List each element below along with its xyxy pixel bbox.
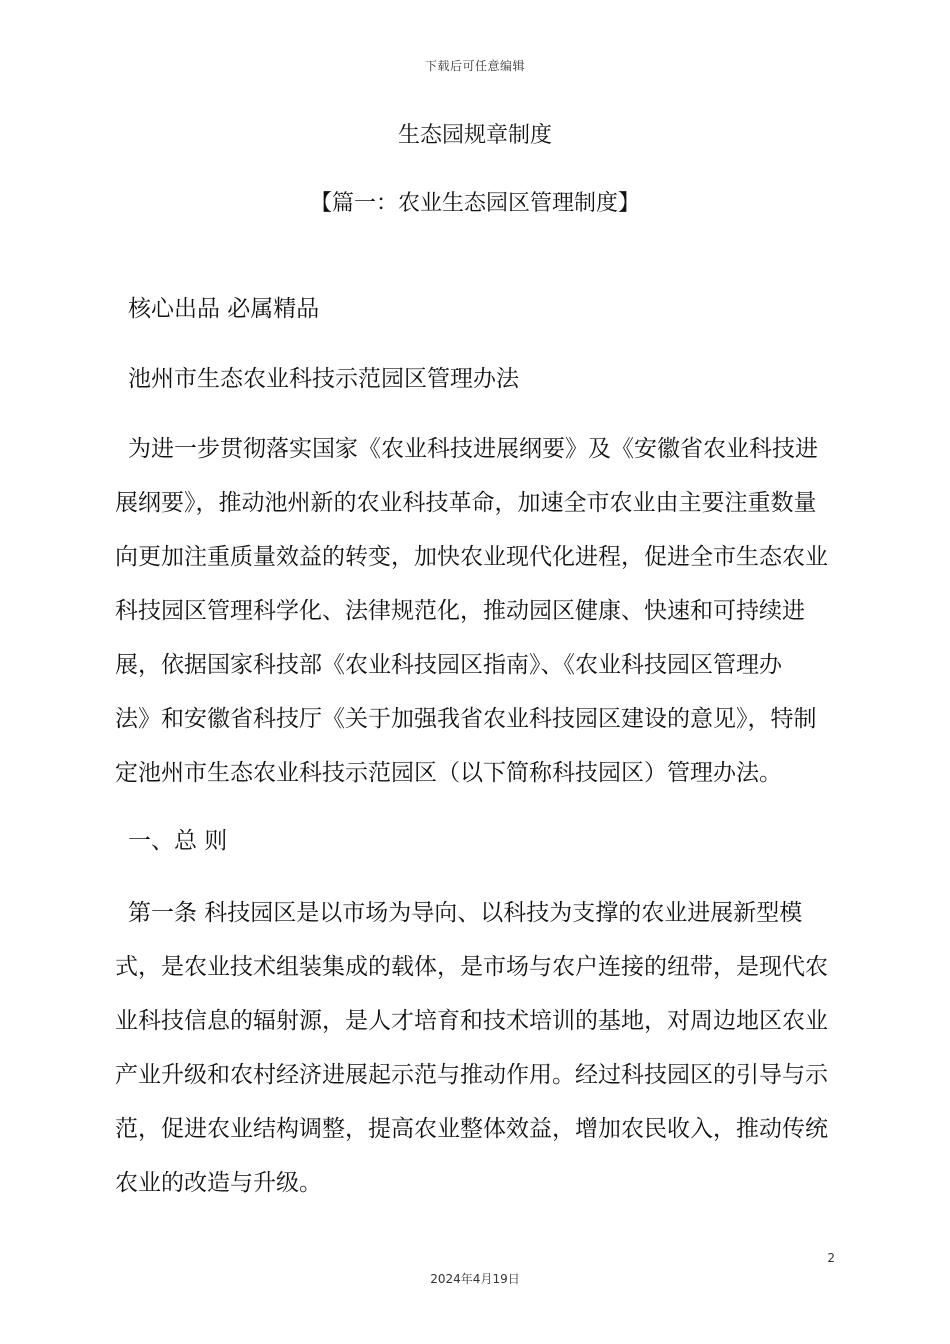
tagline: 核心出品 必属精品 <box>128 296 320 322</box>
article-line: 产业升级和农村经济进展起示范与推动作用。经过科技园区的引导与示 <box>115 1062 828 1088</box>
section-heading-main: 池州市生态农业科技示范园区管理办法 <box>128 366 519 392</box>
paragraph-line: 展，依据国家科技部《农业科技园区指南》、《农业科技园区管理办 <box>115 652 782 678</box>
page-number: 2 <box>827 1251 835 1265</box>
article-line: 式，是农业技术组装集成的载体，是市场与农户连接的纽带，是现代农 <box>115 954 828 980</box>
paragraph-line: 定池州市生态农业科技示范园区（以下简称科技园区）管理办法。 <box>115 760 782 786</box>
paragraph-line: 为进一步贯彻落实国家《农业科技进展纲要》及《安徽省农业科技进 <box>128 436 818 462</box>
document-subtitle: 【篇一：农业生态园区管理制度】 <box>309 191 640 216</box>
footer-date: 2024年4月19日 <box>430 1272 520 1286</box>
document-title: 生态园规章制度 <box>397 123 552 148</box>
paragraph-line: 向更加注重质量效益的转变，加快农业现代化进程，促进全市生态农业 <box>115 544 828 570</box>
article-line: 范，促进农业结构调整，提高农业整体效益，增加农民收入，推动传统 <box>115 1116 828 1142</box>
section-heading: 一、总 则 <box>128 828 228 854</box>
article-line: 业科技信息的辐射源，是人才培育和技术培训的基地，对周边地区农业 <box>115 1008 828 1034</box>
article-line: 农业的改造与升级。 <box>115 1170 322 1196</box>
paragraph-line: 法》和安徽省科技厅《关于加强我省农业科技园区建设的意见》，特制 <box>115 706 817 732</box>
article-line: 第一条 科技园区是以市场为导向、以科技为支撑的农业进展新型模 <box>128 900 803 926</box>
paragraph-line: 展纲要》，推动池州新的农业科技革命，加速全市农业由主要注重数量 <box>115 490 817 516</box>
header-note: 下载后可任意编辑 <box>424 59 525 73</box>
paragraph-line: 科技园区管理科学化、法律规范化，推动园区健康、快速和可持续进 <box>115 598 805 624</box>
